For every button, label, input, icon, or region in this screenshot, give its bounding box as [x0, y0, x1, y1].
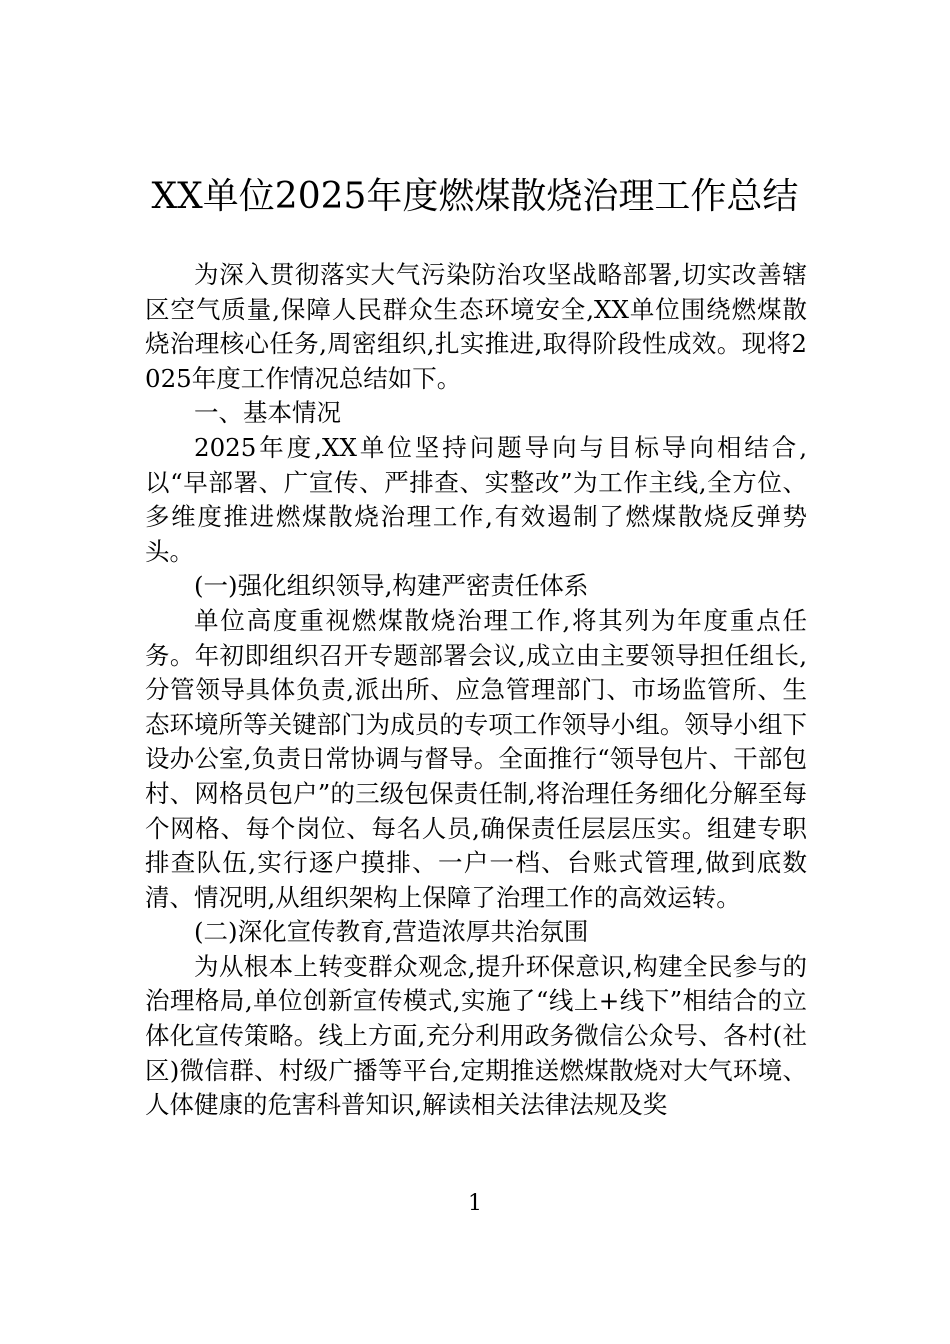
organization-paragraph: 单位高度重视燃煤散烧治理工作,将其列为年度重点任务。年初即组织召开专题部署会议,成立由主要领导担任组长,分管领导具体负责,派出所、应急管理部门、市场监管所、生态环境所等关键部门为成员的专项工作领导小组。领导小组下设办公室,负责日常协调与督导。全面推行“领导包片、干部包村、网格员包户”的三级包保责任制,将治理任务细化分解至每个网格、每个岗位、每名人员,确保责任层层压实。组建专职排查队伍,实行逐户摸排、一户一档、台账式管理,做到底数清、情况明,从组织架构上保障了治理工作的高效运转。 — [145, 605, 807, 912]
page-number: 1 — [468, 1191, 482, 1216]
subsection-heading-organization: (一)强化组织领导,构建严密责任体系 — [194, 571, 589, 601]
document-title: XX单位2025年度燃煤散烧治理工作总结 — [151, 176, 799, 217]
section-heading-basic: 一、基本情况 — [194, 398, 341, 428]
publicity-paragraph: 为从根本上转变群众观念,提升环保意识,构建全民参与的治理格局,单位创新宣传模式,实施了“线上+线下”相结合的立体化宣传策略。线上方面,充分利用政务微信公众号、各村(社区)微信群、村级广播等平台,定期推送燃煤散烧对大气环境、人体健康的危害科普知识,解读相关法律法规及奖 — [145, 951, 807, 1120]
document-body — [145, 258, 807, 1123]
basic-situation-paragraph: 2025年度,XX单位坚持问题导向与目标导向相结合,以“早部署、广宣传、严排查、实整改”为工作主线,全方位、多维度推进燃煤散烧治理工作,有效遏制了燃煤散烧反弹势头。 — [145, 432, 807, 566]
subsection-heading-publicity: (二)深化宣传教育,营造浓厚共治氛围 — [194, 917, 589, 947]
intro-paragraph: 为深入贯彻落实大气污染防治攻坚战略部署,切实改善辖区空气质量,保障人民群众生态环境安全,XX单位围绕燃煤散烧治理核心任务,周密组织,扎实推进,取得阶段性成效。现将2025年度工作情况总结如下。 — [145, 260, 807, 393]
